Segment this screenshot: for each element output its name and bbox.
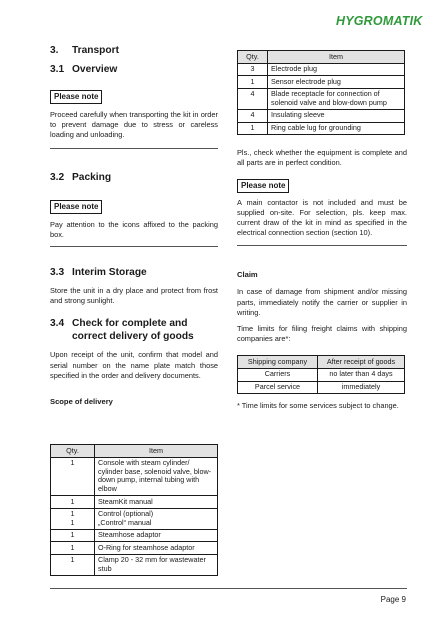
table-row xyxy=(238,381,405,394)
please-note-box: Please note xyxy=(237,179,289,193)
item-cell: Electrode plug xyxy=(268,63,405,76)
claim-paragraph: In case of damage from shipment and/or missing parts, immediately notify the carrier or supplier in writing. xyxy=(237,287,407,317)
qty-cell: 1 xyxy=(51,496,95,509)
company-header: Shipping company xyxy=(238,356,318,369)
hygromatik-logo-icon xyxy=(336,12,432,28)
item-cell: Console with steam cylinder/ cylinder base, solenoid valve, blow-down pump, internal tubing with elbow xyxy=(95,457,218,495)
brand-logo xyxy=(336,12,432,28)
qty-cell: 4 xyxy=(238,109,268,122)
limit-cell: immediately xyxy=(318,381,405,394)
table-row xyxy=(51,542,218,555)
divider xyxy=(50,148,218,149)
table-row xyxy=(238,368,405,381)
right-column xyxy=(237,50,407,411)
table-row xyxy=(51,554,218,575)
item-header: Item xyxy=(95,445,218,458)
svg-text:HYGROMATIK: HYGROMATIK xyxy=(336,14,423,28)
scope-of-delivery-heading: Scope of delivery xyxy=(50,397,113,407)
qty-cell: 1 xyxy=(238,76,268,89)
claims-table xyxy=(237,355,405,394)
section-3-3-heading: 3.3 Interim Storage xyxy=(50,267,147,279)
table-row xyxy=(238,76,405,89)
please-note-box: Please note xyxy=(50,200,102,214)
qty-header: Qty. xyxy=(238,51,268,64)
scope-table-continued xyxy=(237,50,405,135)
qty-cell: 1 xyxy=(51,529,95,542)
table-row xyxy=(238,88,405,109)
table-row xyxy=(51,508,218,529)
item-cell: Steamhose adaptor xyxy=(95,529,218,542)
company-cell: Carriers xyxy=(238,368,318,381)
section-3-1-heading: 3.1 Overview xyxy=(50,64,118,75)
qty-cell: 1 1 xyxy=(51,508,95,529)
qty-header: Qty. xyxy=(51,445,95,458)
divider xyxy=(237,245,407,246)
delivery-check-paragraph: Upon receipt of the unit, confirm that model and serial number on the name plate match those specified in the order and delivery documents. xyxy=(50,350,218,380)
check-paragraph: Pls., check whether the equipment is complete and all parts are in perfect condition. xyxy=(237,148,407,168)
item-cell: SteamKit manual xyxy=(95,496,218,509)
section-3-4-heading: 3.4 Check for complete and correct delivery of goods xyxy=(50,318,194,343)
table-row xyxy=(238,109,405,122)
left-column xyxy=(50,44,218,576)
table-row xyxy=(51,529,218,542)
item-cell: Sensor electrode plug xyxy=(268,76,405,89)
company-cell: Parcel service xyxy=(238,381,318,394)
footnote: * Time limits for some services subject to change. xyxy=(237,401,399,411)
item-cell: Clamp 20 - 32 mm for wastewater stub xyxy=(95,554,218,575)
qty-cell: 1 xyxy=(51,457,95,495)
section-3-2-heading: 3.2 Packing xyxy=(50,171,112,183)
item-cell: Control (optional) „Control“ manual xyxy=(95,508,218,529)
item-cell: Blade receptacle for connection of solenoid valve and blow-down pump xyxy=(268,88,405,109)
packing-paragraph: Pay attention to the icons affixed to the packing box. xyxy=(50,219,218,239)
table-row xyxy=(51,457,218,495)
item-cell: O-Ring for steamhose adaptor xyxy=(95,542,218,555)
table-row xyxy=(238,63,405,76)
qty-cell: 1 xyxy=(51,542,95,555)
item-cell: Insulating sleeve xyxy=(268,109,405,122)
qty-cell: 4 xyxy=(238,88,268,109)
transport-paragraph: Proceed carefully when transporting the kit in order to prevent damage due to stress or careless loading and unloading. xyxy=(50,110,218,140)
item-header: Item xyxy=(268,51,405,64)
claim-heading: Claim xyxy=(237,270,258,280)
qty-cell: 1 xyxy=(238,122,268,135)
section-3-heading: 3. Transport xyxy=(50,45,119,56)
divider xyxy=(50,246,218,247)
time-limits-paragraph: Time limits for filing freight claims with shipping companies are*: xyxy=(237,323,407,344)
storage-paragraph: Store the unit in a dry place and protect from frost and strong sunlight. xyxy=(50,286,218,306)
contactor-paragraph: A main contactor is not included and must be supplied on-site. For selection, pls. keep max. current draw of the kit in mind as specified in the electrical connection section (section 10). xyxy=(237,197,407,238)
table-row xyxy=(238,122,405,135)
item-cell: Ring cable lug for grounding xyxy=(268,122,405,135)
footer-divider xyxy=(50,588,407,589)
qty-cell: 3 xyxy=(238,63,268,76)
table-row xyxy=(51,496,218,509)
limit-cell: no later than 4 days xyxy=(318,368,405,381)
scope-table xyxy=(50,444,218,576)
qty-cell: 1 xyxy=(51,554,95,575)
please-note-box: Please note xyxy=(50,90,102,104)
page-number: Page 9 xyxy=(380,595,406,604)
after-receipt-header: After receipt of goods xyxy=(318,356,405,369)
